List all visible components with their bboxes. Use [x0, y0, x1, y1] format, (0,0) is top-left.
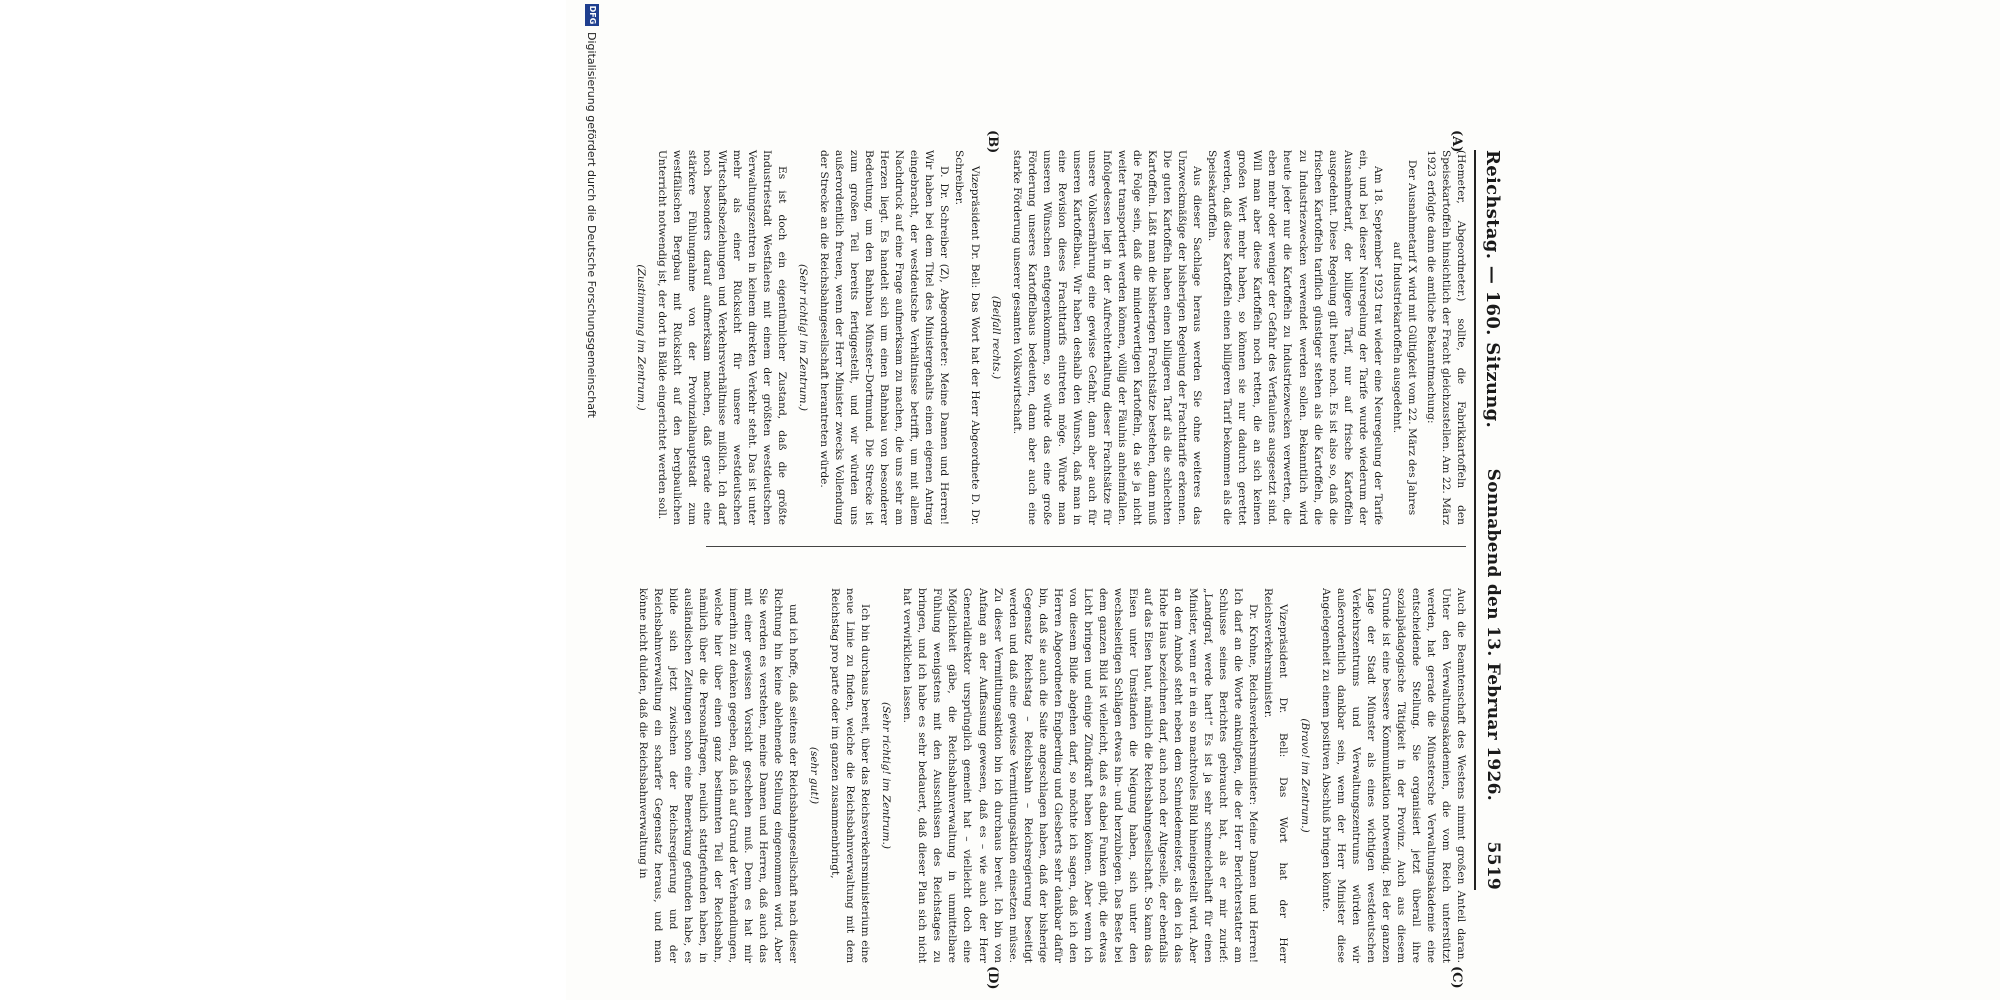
- digitization-credit: [578, 0, 606, 1004]
- margin-marker-a: (A): [1449, 130, 1464, 153]
- paragraph: (Hemeter, Abgeordneter.) sollte, die Fabrikkartoffeln den Speisekartoffeln hinsichtlich der Fracht gleichzustellen. Am 22. März 1923 erfolgte dann die amtliche Bekanntmachung:: [1424, 150, 1467, 525]
- stage-direction: (Beifall rechts.): [989, 295, 1002, 380]
- page-number: 5519: [1483, 841, 1503, 890]
- stage-direction: (Sehr richtig! im Zentrum.): [797, 263, 810, 412]
- paragraph: Dr. Krohne, Reichsverkehrsminister: Meine Damen und Herren! Ich darf an die Worte anknüpfen, die der Herr Berichterstatter am Schlusse seines Berichtes gebraucht hat, als er mir zurief: „Landgraf, werde hart!“ Es ist ja sehr schmeichelhaft für einen Minister, wenn er in ein so machtvolles Bild hineingestellt wird. Aber an dem Amboß steht neben dem Schmiedemeister, als den ich das Hohe Haus bezeichnen darf, auch noch der Altgeselle, der ebenfalls auf das Eisen haut, nämlich die Reichsbahngesellschaft. So kann das Eisen unter Umständen die Neigung haben, sich unter den wechselseitigen Schlägen etwas hin- und herzubiegen. Das Beste bei dem ganzen Bild ist vielleicht, daß es dabei Funken gibt, die etwas Licht bringen und einige Zündkraft haben können. Aber wenn ich von diesem Bilde abgehen darf, so möchte ich sagen, daß ich den Herren Abgeordneten Engberding und Giesberts sehr dankbar dafür bin, daß sie auch die Saite angeschlagen haben, daß der bisherige Gegensatz Reichstag – Reichsbahn – Reichsregierung beseitigt werden und daß eine gewisse Vermittlungsaktion einsetzen müsse. Zu dieser Vermittlungsaktion bin ich durchaus bereit. Ich bin von Anfang an der Auffassung gewesen, daß es – wie auch der Herr Generaldirektor ursprünglich gemeint hat – vielleicht doch eine Möglichkeit gäbe, die Reichsbahnverwaltung in unmittelbare Fühlung wenigstens mit den Ausschüssen des Reichstages zu bringen, und ich habe es sehr bedauert, daß dieser Plan sich nicht hat verwirklichen lassen.: [901, 588, 1260, 963]
- paragraph: Am 18. September 1923 trat wieder eine Neuregelung der Tarife ein, und bei dieser Neuregelung der Tarife wurde wiederum der Ausnahmetarif, der billigere Tarif, nur auf frische Kartoffeln ausgedehnt. Diese Regelung gilt heute noch. Es ist also so, daß die frischen Kartoffeln tariflich günstiger stehen als die Kartoffeln, die zu Industriezwecken verwendet werden sollen. Bekanntlich wird heute jeder nur die Kartoffeln zu Industriezwecken verwerten, die eben mehr oder weniger der Gefahr des Verfaulens ausgesetzt sind. Will man aber diese Kartoffeln noch retten, die an sich keinen großen Wert mehr haben, so können sie nur dadurch gerettet werden, daß diese Kartoffeln einen billigeren Tarif bekommen als die Speisekartoffeln.: [1206, 150, 1384, 525]
- paragraph: Auch die Beamtenschaft des Westens nimmt großen Anteil daran. Unter den Verwaltungsakademien, die vom Reich unterstützt werden, hat gerade die Münstersche Verwaltungsakademie eine entscheidende Stellung. Sie organisiert jetzt überall ihre sozialpädagogische Tätigkeit in der Provinz. Auch aus diesem Grunde ist eine bessere Kommunikation notwendig. Bei der ganzen Lage der Stadt Münster als eines wichtigen westdeutschen Verkehrszentrums und Verwaltungszentrums würden wir außerordentlich dankbar sein, wenn der Herr Minister diese Angelegenheit zu einem positiven Abschluß bringen könnte.: [1319, 588, 1467, 963]
- paragraph: Aus dieser Sachlage heraus werden Sie ohne weiteres das Unzweckmäßige der bisherigen Regelung der Frachttarife erkennen. Die guten Kartoffeln haben einen billigeren Tarif als die schlechten Kartoffeln. Läßt man die bisherigen Frachtsätze bestehen, dann muß die Folge sein, daß die minderwertigen Kartoffeln, da sie ja nicht weiter transportiert werden können, völlig der Fäulnis anheimfallen. Infolgedessen liegt in der Aufrechterhaltung dieser Frachtsätze für unsere Volksernährung eine gewisse Gefahr, dann aber auch für unseren Kartoffelbau. Wir haben deshalb den Wunsch, daß man in eine Revision dieses Frachttarifs eintreten möge. Würde man unseren Wünschen entgegenkommen, so würde das eine große Förderung unseres Kartoffelbaus bedeuten, dann aber auch eine starke Förderung unserer gesamten Volkswirtschaft.: [1010, 150, 1204, 525]
- page-header: [1478, 150, 1508, 890]
- stage-direction: (Zustimmung im Zentrum.): [634, 264, 647, 411]
- right-column: [635, 588, 1468, 963]
- stage-direction: (Sehr richtig! im Zentrum.): [880, 701, 893, 850]
- session-date: Sonnabend den 13. Februar 1926.: [1483, 468, 1503, 801]
- speaker-intro: Vizepräsident Dr. Bell: Das Wort hat der Herr Abgeordnete D. Dr. Schreiber.: [953, 150, 981, 525]
- column-divider: [706, 546, 1466, 547]
- stage-direction: (sehr gut!): [808, 746, 821, 805]
- margin-marker-c: (C): [1449, 966, 1464, 989]
- margin-marker-d: (D): [985, 966, 1000, 990]
- paragraph: Es ist doch ein eigentümlicher Zustand, daß die größte Industriestadt Westfalens mit einem der größten westdeutschen Verwaltungszentren in keinem direkten Verkehr steht. Das ist unter mehr als einer Rücksicht für unsere westdeutschen Wirtschaftsbeziehungen und Verkehrsverhältnisse mißlich. Ich darf noch besonders darauf aufmerksam machen, daß gerade eine stärkere Fühlungnahme von der Provinzialhauptstadt zum westfälischen Bergbau mit Rücksicht auf den bergbaulichen Unterricht notwendig ist, der dort in Bälde eingerichtet werden soll.: [655, 150, 788, 525]
- dfg-logo: DFG: [585, 4, 599, 26]
- document-page: [566, 0, 2000, 1000]
- margin-marker-b: (B): [985, 130, 1000, 154]
- speaker-intro: Vizepräsident Dr. Bell: Das Wort hat der Herr Reichsverkehrsminister.: [1262, 588, 1290, 963]
- stage-direction: (Bravo! im Zentrum.): [1298, 718, 1311, 833]
- credit-text: Digitalisierung gefördert durch die Deutsche Forschungsgemeinschaft: [585, 32, 599, 418]
- paragraph: Ich bin durchaus bereit, über das Reichsverkehrsministerium eine neue Linie zu finden, welche die Reichsbahnverwaltung mit dem Reichstag pro parte oder im ganzen zusammenbringt,: [829, 588, 872, 963]
- paragraph: und ich hoffe, daß seitens der Reichsbahngesellschaft nach dieser Richtung hin keine ablehnende Stellung eingenommen wird. Aber Sie werden es verstehen, meine Damen und Herren, daß auch das mit einer gewissen Vorsicht geschehen muß. Denn es hat mir immerhin zu denken gegeben, daß ich auf Grund der Verhandlungen, welche hier über einen ganz bestimmten Teil der Reichsbahn, nämlich über die Personalfragen, neulich stattgefunden haben, in ausländischen Zeitungen schon eine Bemerkung gefunden habe, es bilde sich jetzt zwischen der Reichsregierung und der Reichsbahnverwaltung ein scharfer Gegensatz heraus, und man könne nicht dulden, daß die Reichsbahnverwaltung in: [636, 588, 800, 963]
- header-rule: [1474, 150, 1476, 890]
- paragraph: D. Dr. Schreiber (Z), Abgeordneter: Meine Damen und Herren! Wir haben bei dem Titel des Ministergehalts einen eigenen Antrag eingebracht, der westdeutsche Verhältnisse betrifft, um mit allem Nachdruck auf eine Frage aufmerksam zu machen, die uns sehr am Herzen liegt. Es handelt sich um einen Bahnbau von besonderer Bedeutung, um den Bahnbau Münster–Dortmund. Die Strecke ist zum großen Teil bereits fertiggestellt, und wir würden uns außerordentlich freuen, wenn der Herr Minister zwecks Vollendung der Strecke an die Reichsbahngesellschaft herantreten würde.: [818, 150, 951, 525]
- left-column: [627, 150, 1468, 525]
- running-title: Reichstag. — 160. Sitzung.: [1482, 150, 1504, 429]
- quoted-notice: Der Ausnahmetarif X wird mit Gültigkeit vom 22. März des Jahres auf Industriekartoffeln ausgedehnt.: [1390, 159, 1418, 516]
